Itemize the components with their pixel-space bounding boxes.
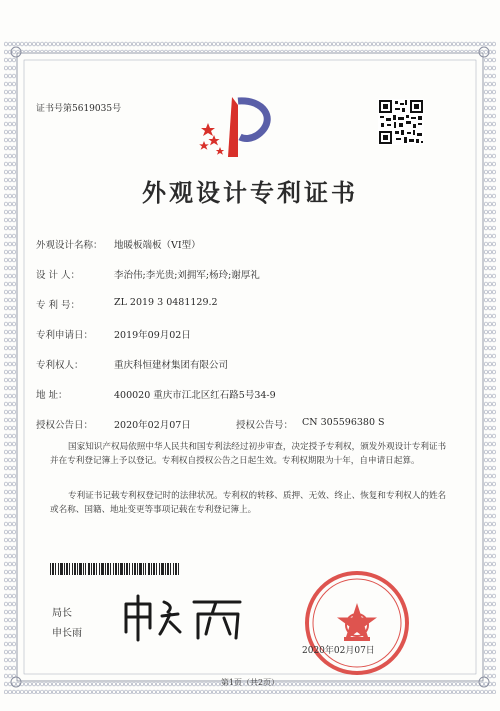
certificate-title: 外观设计专利证书	[142, 178, 358, 207]
designer-value: 李治伟;李光贵;刘拥军;杨玲;谢厚礼	[114, 270, 260, 281]
official-seal	[282, 565, 432, 675]
director-title-label: 局长	[52, 608, 72, 619]
statement-paragraph-1: 国家知识产权局依照中华人民共和国专利法经过初步审查，决定授予专利权，颁发外观设计专利证书并在专利登记簿上予以登记。专利权自授权公告之日起生效。专利权期限为十年，自申请日起算。	[50, 442, 447, 466]
filing-date-value: 2019年09月02日	[114, 330, 191, 341]
director-signature	[120, 592, 260, 642]
grant-date-value: 2020年02月07日	[114, 420, 191, 431]
qr-code	[378, 99, 424, 145]
address-value: 400020 重庆市江北区红石路5号34-9	[114, 390, 276, 401]
seal-date: 2020年02月07日	[302, 646, 375, 656]
page-indicator: 第1页（共2页）	[220, 678, 280, 687]
patent-owner-label: 专利权人：	[36, 360, 84, 371]
designer-label: 设 计 人：	[36, 270, 81, 281]
grant-date-label: 授权公告日：	[36, 420, 94, 431]
patent-number-label: 专 利 号：	[36, 300, 81, 311]
director-name-label: 申长雨	[52, 628, 82, 639]
address-label: 地 址：	[36, 390, 68, 401]
certificate-number: 证书号第5619035号	[36, 104, 122, 114]
cnipa-logo	[198, 93, 278, 163]
patent-number-value: ZL 2019 3 0481129.2	[114, 297, 218, 308]
barcode	[50, 563, 180, 575]
filing-date-label: 专利申请日：	[36, 330, 94, 341]
statement-paragraph-2: 专利证书记载专利权登记时的法律状况。专利权的转移、质押、无效、终止、恢复和专利权人的姓名或名称、国籍、地址变更等事项记载在专利登记簿上。	[50, 491, 447, 515]
design-name-value: 地暖板端板（VI型）	[114, 240, 201, 251]
grant-number-value: CN 305596380 S	[302, 417, 385, 428]
design-name-label: 外观设计名称：	[36, 240, 103, 251]
grant-number-label: 授权公告号：	[236, 420, 294, 431]
patent-owner-value: 重庆科恒建材集团有限公司	[114, 360, 229, 371]
